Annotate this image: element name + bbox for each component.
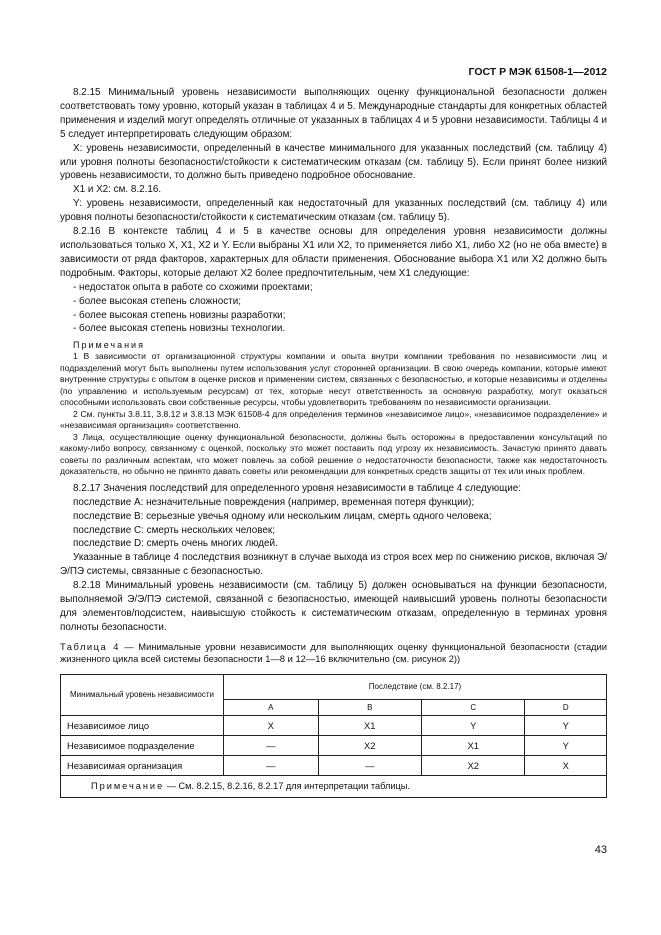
row-label: Независимая организация [61, 755, 224, 775]
column-header-level: Минимальный уровень независимости [61, 674, 224, 715]
consequence-b: последствие B: серьезные увечья одному или нескольким лицам, смерть одного человека; [73, 510, 492, 522]
note-1: 1 В зависимости от организационной структуры компании и опыта внутри компании требования по независимости лиц и подразделений могут быть выполнены путем использования услуг сторонней организации. В свою очередь компании, которые имеют внутренние структуры с опытом в оценке рисков и применении систем, связанных с безопасностью, и которые независимы и отделены (по управлению и используемым ресурсам) от тех, которые несут ответственность за основную разработку, могут оказаться способными использовать свои собственные ресурсы, чтобы удовлетворить требованиям по независимости организации. [60, 351, 607, 408]
table-cell: X [525, 755, 607, 775]
column-header-b: B [318, 699, 421, 715]
column-header-d: D [525, 699, 607, 715]
row-label: Независимое подразделение [61, 735, 224, 755]
note-2: 2 См. пункты 3.8.11, 3.8.12 и 3.8.13 МЭК 61508-4 для определения терминов «независимое лицо», «независимое подразделение» и «независимая организация» соответственно. [60, 408, 607, 431]
list-item: - более высокая степень новизны разработки; [73, 309, 607, 323]
table-note-text: — См. 8.2.15, 8.2.16, 8.2.17 для интерпретации таблицы. [164, 781, 410, 792]
table-cell: Y [525, 735, 607, 755]
page-content [60, 86, 607, 798]
list-item: - более высокая степень сложности; [73, 295, 607, 309]
table-caption [60, 641, 607, 666]
consequence-d: последствие D: смерть очень многих людей. [73, 538, 278, 550]
table-row [61, 755, 607, 775]
table-cell: X1 [422, 735, 525, 755]
table-cell: — [318, 755, 421, 775]
table-caption-label: Таблица 4 [60, 640, 120, 652]
notes-title: Примечания [73, 340, 145, 351]
independence-table [60, 674, 607, 798]
table-cell: X2 [422, 755, 525, 775]
table-cell: — [224, 755, 319, 775]
consequence-c: последствие C: смерть нескольких человек; [73, 524, 275, 536]
page-number: 43 [594, 844, 607, 856]
paragraph-x-definition: X: уровень независимости, определенный в качестве минимального для указанных последствий (см. таблицу 4) или уровня полноты безопасности/стойкости к систематическим отказам (см. таблицу 5). Если принят более низкий уровень независимости, то должно быть приведено подробное обоснование. [60, 142, 607, 182]
paragraph-consequences-note: Указанные в таблице 4 последствия возникнут в случае выхода из строя всех мер по снижению рисков, включая Э/Э/ПЭ системы, связанные с безопасностью. [60, 552, 607, 578]
paragraph-8-2-15: 8.2.15 Минимальный уровень независимости выполняющих оценку функциональной безопасности должен соответствовать тому уровню, который указан в таблицах 4 и 5. Международные стандарты для конкретных областей применения и изделий могут определять отличные от указанных в таблицах 4 и 5 уровни независимости. Таблицы 4 и 5 следует интерпретировать следующим образом: [60, 87, 607, 140]
table-cell: X2 [318, 735, 421, 755]
table-cell: X1 [318, 715, 421, 735]
note-3: 3 Лица, осуществляющие оценку функциональной безопасности, должны быть осторожны в предоставлении консультаций по какому-либо вопросу, связанному с оценкой, поскольку это может поставить под угрозу их независимость. Зачастую принято давать советы по различным аспектам, что может повлечь за собой решение о недостаточности безопасности, также как недостаточность доказательств, но обычно не принято давать советы или рекомендации для конкретных средств защиты от тех или иных проблем. [60, 431, 607, 477]
list-item: - недостаток опыта в работе со схожими проектами; [73, 281, 607, 295]
table-cell: X [224, 715, 319, 735]
consequence-a: последствие A: незначительные повреждения (например, временная потеря функции); [73, 496, 475, 508]
table-row [61, 715, 607, 735]
paragraph-x1-x2: X1 и X2: см. 8.2.16. [73, 184, 162, 196]
table-note [61, 775, 607, 797]
factors-list [60, 281, 607, 337]
table-note-label: Примечание [91, 781, 165, 792]
column-header-c: C [422, 699, 525, 715]
row-label: Независимое лицо [61, 715, 224, 735]
document-code: ГОСТ Р МЭК 61508-1—2012 [468, 66, 607, 78]
column-header-a: A [224, 699, 319, 715]
paragraph-8-2-16: 8.2.16 В контексте таблиц 4 и 5 в качестве основы для определения уровня независимости должны использоваться только X, X1, X2 и Y. Если выбраны X1 или X2, то применяется либо X1, либо X2 (но не оба вместе) в зависимости от ряда факторов, характерных для области применения. Обоснование выбора X1 или X2 должно быть подробным. Факторы, которые делают X2 более предпочтительным, чем X1 следующие: [60, 226, 607, 279]
column-header-consequence: Последствие (см. 8.2.17) [224, 674, 607, 699]
paragraph-8-2-18: 8.2.18 Минимальный уровень независимости (см. таблицу 5) должен основываться на функции безопасности, выполняемой Э/Э/ПЭ системой, связанной с безопасностью, имеющей наивысший уровень полноты безопасности для элементов/подсистем, наивысшую стойкость к систематическим отказам, определенную в терминах уровня полноты безопасности. [60, 580, 607, 633]
list-item: - более высокая степень новизны технологии. [73, 322, 607, 336]
table-row [61, 735, 607, 755]
table-cell: Y [525, 715, 607, 735]
paragraph-y-definition: Y: уровень независимости, определенный как недостаточный для указанных последствий (см. таблицу 4) или уровня полноты безопасности/стойкости к систематическим отказам (см. таблицу 5). [60, 198, 607, 224]
table-cell: Y [422, 715, 525, 735]
table-cell: — [224, 735, 319, 755]
paragraph-8-2-17: 8.2.17 Значения последствий для определенного уровня независимости в таблице 4 следующие: [73, 482, 521, 494]
table-caption-text: — Минимальные уровни независимости для выполняющих оценку функциональной безопасности (стадии жизненного цикла всей системы безопасности 1—8 и 12—16 включительно (см. рисунок 2)) [60, 640, 607, 665]
